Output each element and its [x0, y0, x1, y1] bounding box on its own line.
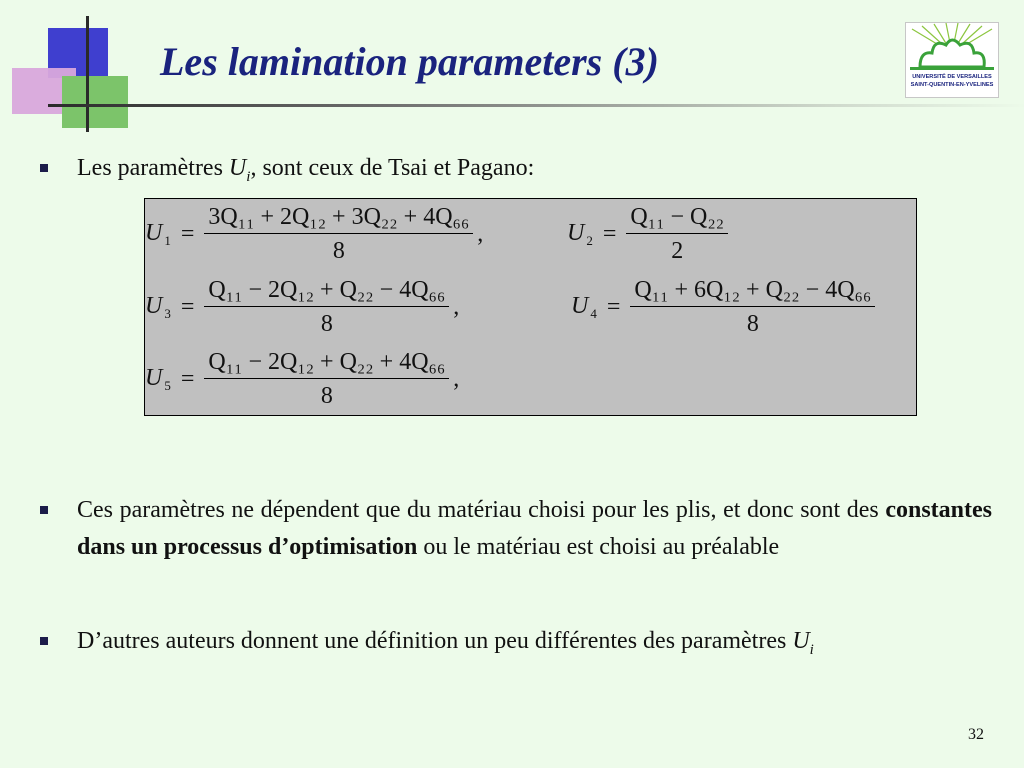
denominator: 2	[671, 238, 684, 264]
bullet-item-3	[40, 623, 992, 669]
page-number: 32	[968, 726, 984, 743]
logo-text-line2: SAINT-QUENTIN-EN-YVELINES	[910, 82, 994, 88]
university-logo	[905, 22, 999, 98]
bullet-text: D’autres auteurs donnent une définition un peu différentes des paramètres $U_i$	[77, 628, 814, 658]
bullet-item-1	[40, 150, 992, 196]
bullet-square-icon	[40, 637, 48, 645]
equation-u4: U $_4$ = $\frac{\text{Q₁₁ + 6Q₁₂ + Q₂₂ − 4Q₆₆}}{8}$	[571, 277, 879, 338]
numerator: Q₁₁ − 2Q₁₂ + Q₂₂ − 4Q₆₆	[204, 277, 449, 307]
decor-vertical-line	[86, 16, 89, 132]
equation-u1: U $_1$ = $\frac{\text{3Q₁₁ + 2Q₁₂ + 3Q₂₂ + 4Q₆₆}}{8}$ ,	[145, 204, 484, 264]
denominator: 8	[320, 383, 333, 409]
bullet-text: Ces paramètres ne dépendent que du matériau choisi pour les plis, et donc sont des constantes dans un processus d’optimisation ou le matériau est choisi au préalable	[77, 497, 993, 560]
title-underline	[48, 104, 1024, 107]
bullet-square-icon	[40, 506, 48, 514]
logo-text-line1: UNIVERSITÉ DE VERSAILLES	[912, 74, 992, 80]
equation-lhs: U $_5$	[145, 364, 171, 394]
numerator: Q₁₁ − Q₂₂	[626, 204, 728, 234]
numerator: Q₁₁ + 6Q₁₂ + Q₂₂ − 4Q₆₆	[630, 277, 875, 307]
bullet-text: Les paramètres $U_i$, sont ceux de Tsai et Pagano:	[77, 155, 535, 185]
equation-lhs: U $_2$	[567, 219, 593, 249]
variable-u-i: $U_i$	[792, 628, 814, 658]
numerator: 3Q₁₁ + 2Q₁₂ + 3Q₂₂ + 4Q₆₆	[204, 204, 473, 234]
denominator: 8	[332, 238, 345, 264]
fraction	[630, 277, 875, 338]
decor-green-square	[62, 76, 128, 128]
equations-box	[144, 198, 917, 416]
fraction	[204, 277, 449, 338]
equation-lhs: U $_3$	[145, 292, 171, 322]
equation-lhs: U $_1$	[145, 219, 171, 249]
bullet-item-2	[40, 492, 992, 566]
denominator: 8	[746, 311, 759, 337]
numerator: Q₁₁ − 2Q₁₂ + Q₂₂ + 4Q₆₆	[204, 349, 449, 379]
equation-u5: U $_5$ = $\frac{\text{Q₁₁ − 2Q₁₂ + Q₂₂ + 4Q₆₆}}{8}$ ,	[145, 349, 460, 409]
bullet-square-icon	[40, 164, 48, 172]
variable-u-i: $U_i$	[228, 155, 251, 185]
fraction	[626, 204, 728, 265]
equation-lhs: U $_4$	[571, 292, 597, 322]
slide-title: Les lamination parameters (3)	[160, 39, 659, 84]
denominator: 8	[320, 311, 333, 337]
fraction	[204, 204, 473, 265]
fraction	[204, 349, 449, 410]
equation-u3: U $_3$ = $\frac{\text{Q₁₁ − 2Q₁₂ + Q₂₂ − 4Q₆₆}}{8}$ ,	[145, 277, 460, 337]
equation-u2: U $_2$ = $\frac{\text{Q₁₁ − Q₂₂}}{2}$	[567, 204, 732, 265]
bold-phrase: constantes dans un processus d’optimisation	[77, 497, 993, 560]
